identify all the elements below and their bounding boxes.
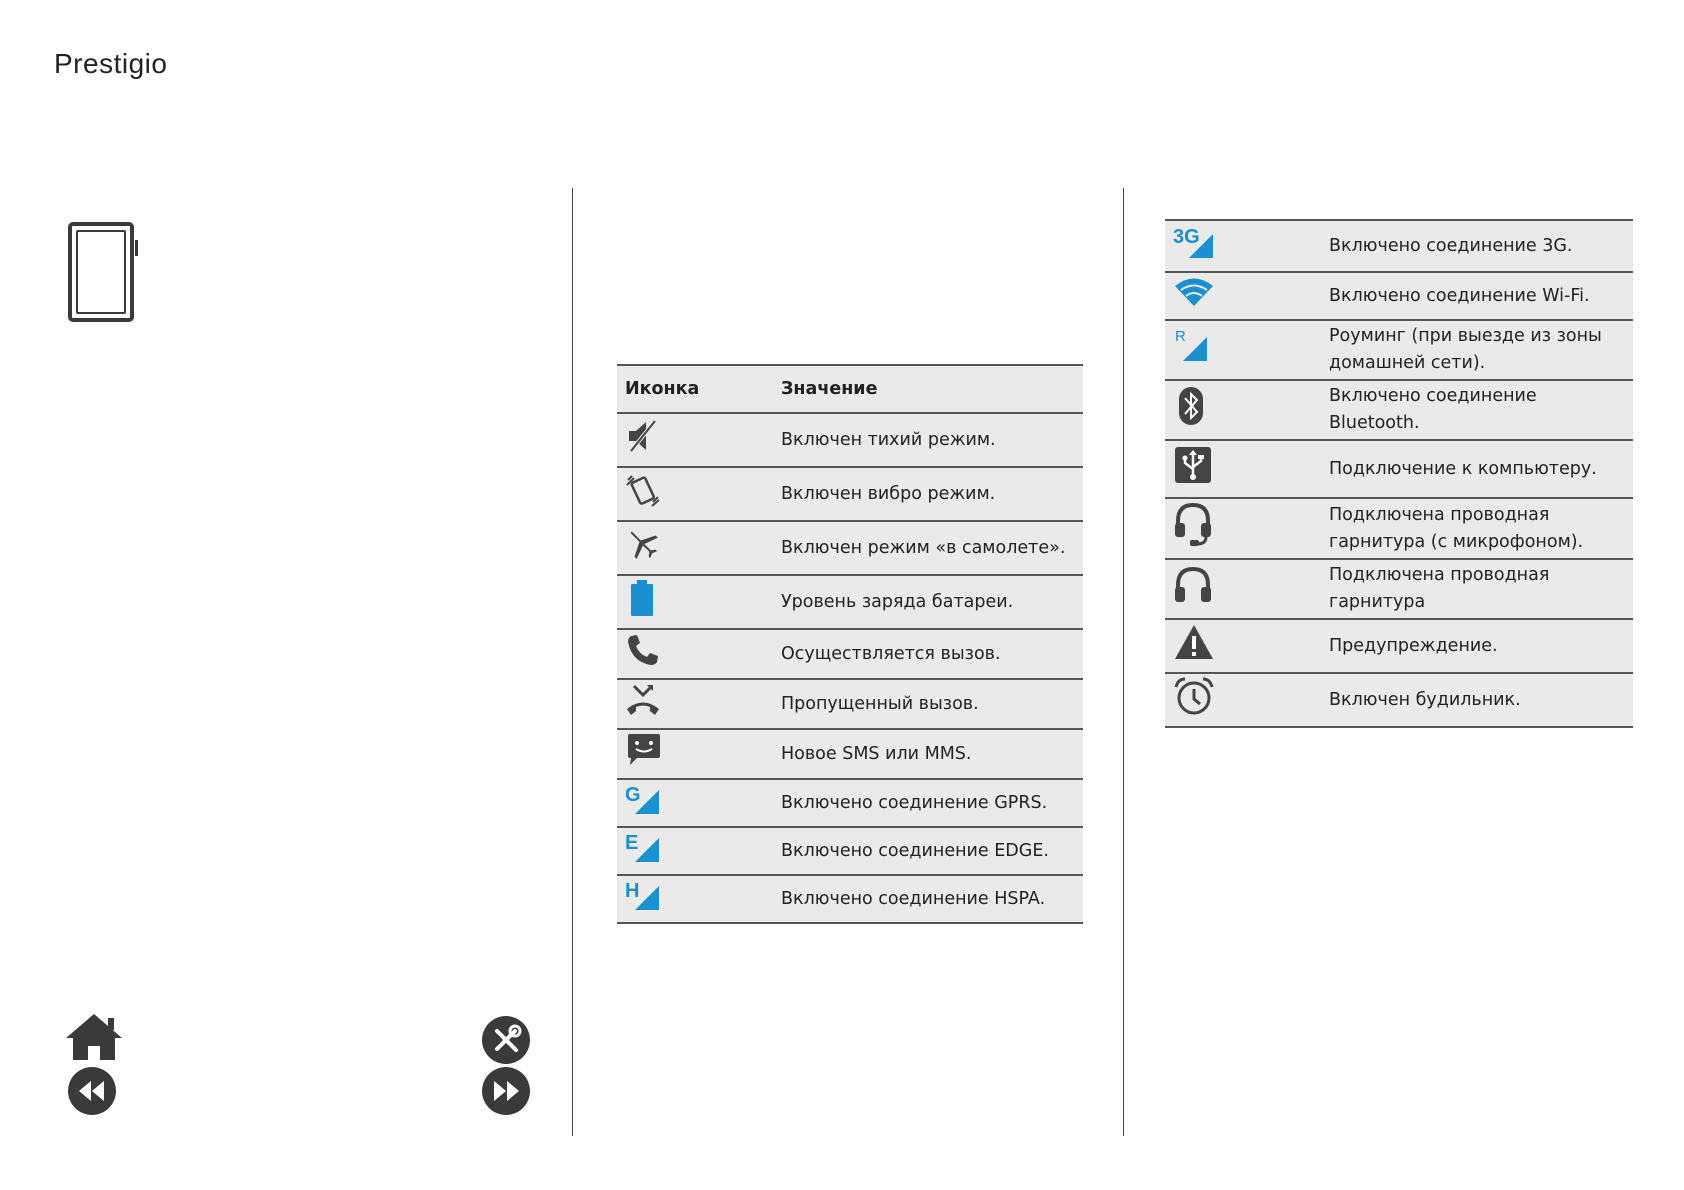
row-meaning: Уровень заряда батареи. [773,575,1083,629]
phone-call-icon [625,632,661,668]
table-row [617,413,1083,467]
table-row [1165,559,1633,619]
row-meaning: Новое SMS или MMS. [773,729,1083,779]
hspa-signal-icon [625,878,665,912]
missed-call-icon [625,682,661,718]
table-row [1165,380,1633,440]
home-button[interactable] [64,1012,124,1062]
header-icon: Иконка [617,365,773,413]
rewind-icon [77,1079,107,1103]
row-meaning: Роуминг (при выезде из зоны домашней сети). [1321,320,1633,380]
back-button[interactable] [68,1067,116,1115]
row-meaning: Включен вибро режим. [773,467,1083,521]
row-meaning: Включено соединение GPRS. [773,779,1083,827]
bluetooth-icon [1173,385,1209,427]
headset-mic-icon [1173,501,1213,547]
table-row [1165,619,1633,673]
table-row [1165,673,1633,727]
fast-forward-icon [491,1079,521,1103]
airplane-icon [625,526,661,562]
status-icons-table-left [617,364,1083,924]
table-row [617,875,1083,923]
table-row [617,521,1083,575]
table-row [617,629,1083,679]
table-row [617,779,1083,827]
row-meaning: Включен будильник. [1321,673,1633,727]
gprs-signal-icon [625,782,665,816]
table-row [1165,498,1633,559]
row-meaning: Включено соединение EDGE. [773,827,1083,875]
table-row [617,467,1083,521]
table-row [1165,272,1633,320]
row-meaning: Включено соединение HSPA. [773,875,1083,923]
svg-text:G: G [625,783,641,806]
row-meaning: Включено соединение Bluetooth. [1321,380,1633,440]
column-divider [572,188,573,1136]
table-header-row [617,365,1083,413]
row-meaning: Пропущенный вызов. [773,679,1083,729]
vibrate-icon [625,472,661,508]
alarm-icon [1173,676,1215,716]
row-meaning: Подключение к компьютеру. [1321,440,1633,498]
table-row [617,575,1083,629]
row-meaning: Подключена проводная гарнитура [1321,559,1633,619]
row-meaning: Предупреждение. [1321,619,1633,673]
tools-button[interactable] [482,1016,530,1064]
home-icon [64,1012,124,1062]
table-row [1165,320,1633,380]
row-meaning: Подключена проводная гарнитура (с микрофоном). [1321,498,1633,559]
column-divider [1123,188,1124,1136]
row-meaning: Включено соединение 3G. [1321,220,1633,272]
row-meaning: Включено соединение Wi-Fi. [1321,272,1633,320]
table-row [617,729,1083,779]
brand-logo: Prestigio [54,48,168,79]
muted-speaker-icon [625,418,661,454]
row-meaning: Осуществляется вызов. [773,629,1083,679]
status-icons-table-right [1165,219,1633,728]
tools-icon [489,1023,523,1057]
table-row [617,679,1083,729]
3g-signal-icon [1173,224,1219,260]
row-meaning: Включен режим «в самолете». [773,521,1083,575]
svg-text:R: R [1175,327,1186,345]
table-row [617,827,1083,875]
headphones-icon [1173,565,1213,605]
svg-text:E: E [625,831,639,854]
forward-button[interactable] [482,1067,530,1115]
table-row [1165,220,1633,272]
table-row [1165,440,1633,498]
tablet-icon [68,222,134,322]
battery-icon [625,578,661,618]
row-meaning: Включен тихий режим. [773,413,1083,467]
sms-icon [625,732,663,768]
wifi-icon [1173,276,1215,308]
header-meaning: Значение [773,365,1083,413]
svg-text:H: H [625,879,640,902]
svg-text:3G: 3G [1173,225,1200,248]
roaming-signal-icon [1173,327,1213,365]
edge-signal-icon [625,830,665,864]
usb-icon [1173,445,1213,485]
warning-icon [1173,623,1215,661]
